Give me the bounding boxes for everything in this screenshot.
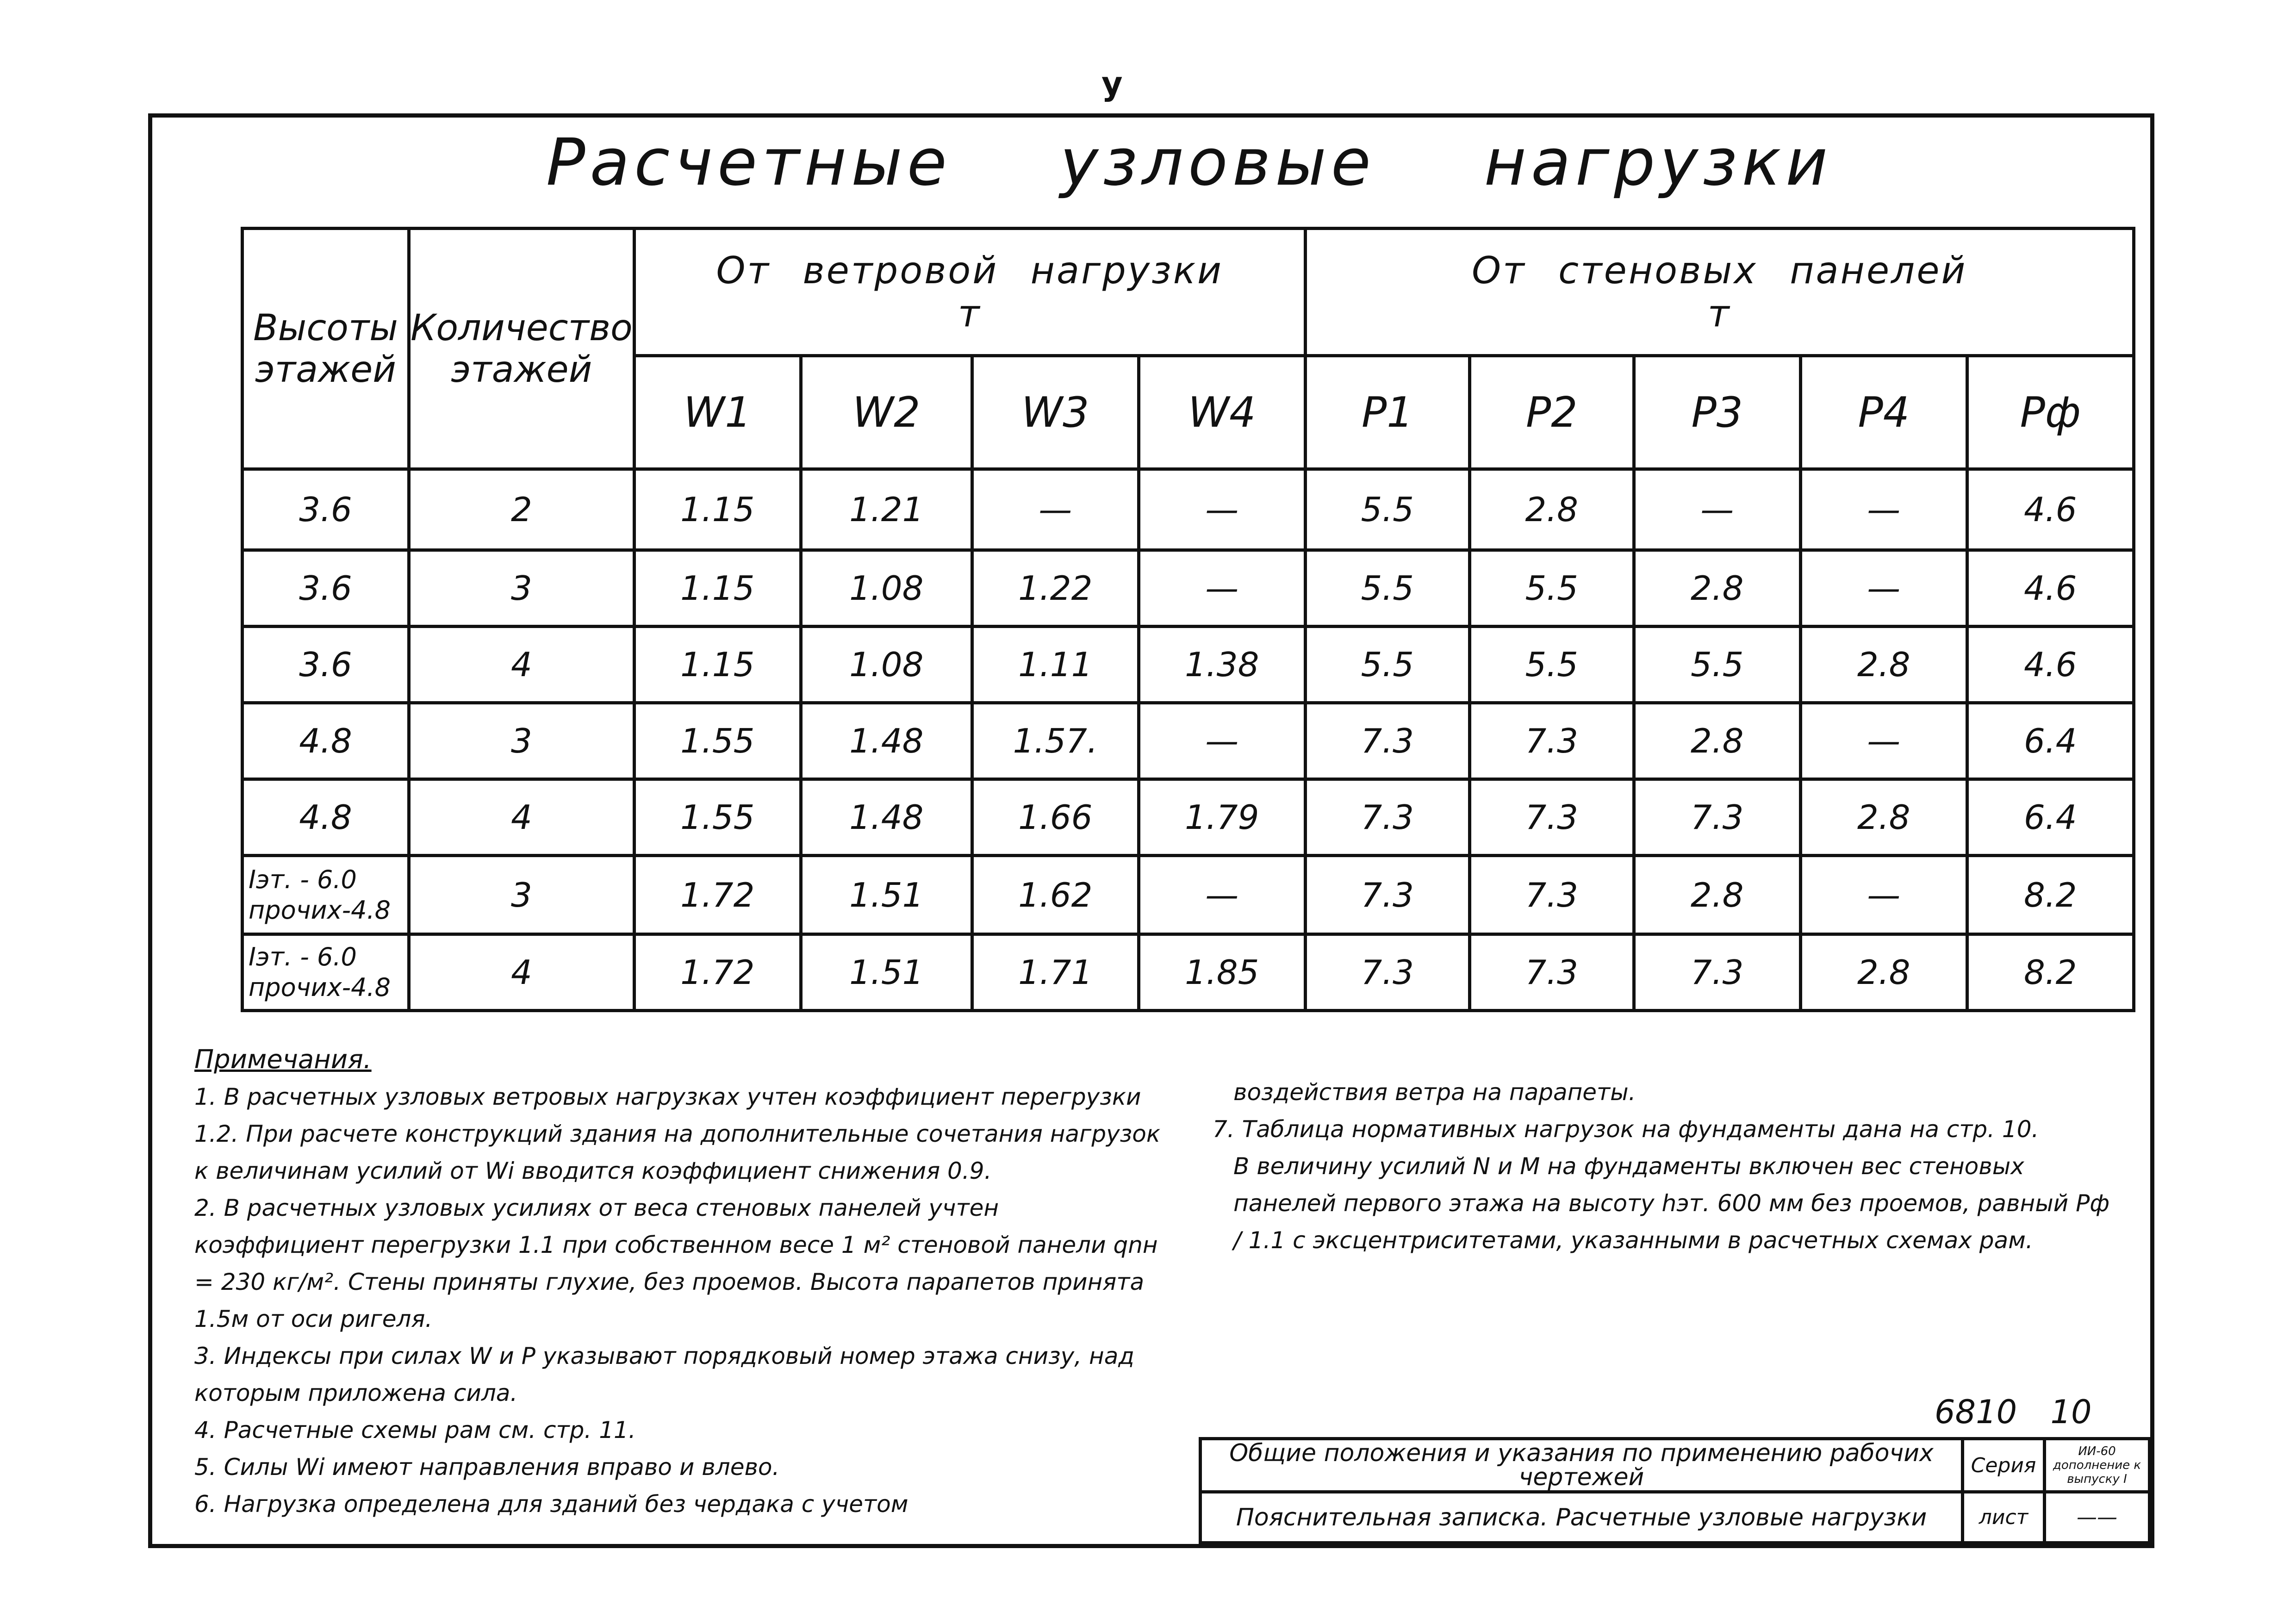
cell-count: 3 [409, 703, 635, 779]
cell-p1: 5.5 [1305, 627, 1469, 703]
cell-pf: 4.6 [1967, 469, 2134, 550]
cell-pf: 8.2 [1967, 934, 2134, 1011]
cell-p3: 2.8 [1634, 550, 1800, 627]
stamp-sheet-label: лист [1963, 1492, 2045, 1543]
stamp-sheet-value: —— [2045, 1492, 2150, 1543]
page-mark: у [1101, 65, 1123, 103]
note-4: 4. Расчетные схемы рам см. стр. 11. [194, 1417, 636, 1444]
col-p3: P3 [1634, 356, 1800, 469]
header-count: Количество этажей [409, 229, 635, 469]
cell-p2: 7.3 [1469, 856, 1634, 934]
header-panels-group [1305, 229, 2134, 356]
page-title: Расчетные узловые нагрузки [546, 125, 1832, 200]
cell-pf: 4.6 [1967, 550, 2134, 627]
cell-w2: 1.21 [801, 469, 972, 550]
cell-pf: 6.4 [1967, 703, 2134, 779]
cell-p3: — [1634, 469, 1800, 550]
title-block [1199, 1437, 2151, 1544]
note-7-detail: В величину усилий N и M на фундаменты включен вес стеновых панелей первого этажа на высоту hэт. 600 мм без проемов, равный Pф / 1.1 с эксцентриситетами, указанными в расчетных схемах рам. [1233, 1153, 2109, 1254]
cell-w3: 1.66 [972, 779, 1139, 856]
col-w3: W3 [972, 356, 1139, 469]
cell-p1: 5.5 [1305, 550, 1469, 627]
cell-w4: 1.79 [1139, 779, 1305, 856]
table-row [243, 779, 2134, 856]
cell-p1: 7.3 [1305, 934, 1469, 1011]
notes-heading: Примечания. [194, 1045, 372, 1075]
notes-left [194, 1041, 1171, 1523]
note-6-continued: воздействия ветра на парапеты. [1233, 1079, 1636, 1106]
header-panels-label: От стеновых панелей [1472, 249, 1967, 292]
cell-p3: 2.8 [1634, 856, 1800, 934]
cell-count: 2 [409, 469, 635, 550]
col-p1: P1 [1305, 356, 1469, 469]
cell-p3: 2.8 [1634, 703, 1800, 779]
cell-w4: — [1139, 550, 1305, 627]
cell-p4: — [1800, 469, 1967, 550]
cell-count: 3 [409, 550, 635, 627]
cell-count: 3 [409, 856, 635, 934]
cell-w2: 1.48 [801, 703, 972, 779]
cell-w3: — [972, 469, 1139, 550]
cell-pf: 8.2 [1967, 856, 2134, 934]
note-1: 1. В расчетных узловых ветровых нагрузках учтен коэффициент перегрузки 1.2. При расчете конструкций здания на дополнительные сочетания нагрузок к величинам усилий от Wi вводится коэффициент снижения 0.9. [194, 1083, 1161, 1184]
header-panels-unit: т [1707, 292, 1731, 335]
cell-height: 3.6 [243, 627, 409, 703]
stamp-general-text: Общие положения и указания по применению рабочих чертежей [1201, 1439, 1963, 1492]
note-6: 6. Нагрузка определена для зданий без чердака с учетом [194, 1491, 908, 1518]
cell-p2: 2.8 [1469, 469, 1634, 550]
cell-p1: 7.3 [1305, 856, 1469, 934]
stamp-code: 6810 [1935, 1393, 2017, 1431]
cell-pf: 6.4 [1967, 779, 2134, 856]
cell-p4: 2.8 [1800, 779, 1967, 856]
cell-p4: — [1800, 550, 1967, 627]
cell-w4: 1.38 [1139, 627, 1305, 703]
cell-w1: 1.72 [634, 934, 801, 1011]
cell-count: 4 [409, 627, 635, 703]
note-2: 2. В расчетных узловых усилиях от веса стеновых панелей учтен коэффициент перегрузки 1.1 при собственном весе 1 м² стеновой панели qnн = 230 кг/м². Стены приняты глухие, без проемов. Высота парапетов принята 1.5м от оси ригеля. [194, 1195, 1158, 1332]
cell-height: 4.8 [243, 779, 409, 856]
table-row [243, 627, 2134, 703]
stamp-series-label: Серия [1963, 1439, 2045, 1492]
col-pf: Pф [1967, 356, 2134, 469]
cell-pf: 4.6 [1967, 627, 2134, 703]
cell-p4: 2.8 [1800, 627, 1967, 703]
cell-p3: 7.3 [1634, 934, 1800, 1011]
cell-w4: 1.85 [1139, 934, 1305, 1011]
cell-w4: — [1139, 469, 1305, 550]
sheet-number [1935, 1393, 2092, 1431]
note-7: 7. Таблица нормативных нагрузок на фундаменты дана на стр. 10. [1213, 1116, 2039, 1143]
table-row [243, 469, 2134, 550]
cell-w3: 1.71 [972, 934, 1139, 1011]
cell-height: 3.6 [243, 550, 409, 627]
cell-p3: 5.5 [1634, 627, 1800, 703]
col-p4: P4 [1800, 356, 1967, 469]
cell-p2: 5.5 [1469, 550, 1634, 627]
cell-height: Iэт. - 6.0 прочих-4.8 [243, 934, 409, 1011]
cell-p1: 7.3 [1305, 779, 1469, 856]
note-5: 5. Силы Wi имеют направления вправо и влево. [194, 1454, 780, 1481]
cell-w2: 1.48 [801, 779, 972, 856]
stamp-series-value: ИИ-60 дополнение к выпуску I [2045, 1439, 2150, 1492]
cell-w3: 1.62 [972, 856, 1139, 934]
col-p2: P2 [1469, 356, 1634, 469]
cell-p2: 7.3 [1469, 703, 1634, 779]
cell-p4: 2.8 [1800, 934, 1967, 1011]
cell-w3: 1.57. [972, 703, 1139, 779]
cell-w3: 1.11 [972, 627, 1139, 703]
cell-w1: 1.15 [634, 627, 801, 703]
col-w1: W1 [634, 356, 801, 469]
cell-p2: 5.5 [1469, 627, 1634, 703]
cell-w1: 1.55 [634, 703, 801, 779]
cell-w2: 1.51 [801, 856, 972, 934]
cell-p1: 7.3 [1305, 703, 1469, 779]
header-wind-unit: т [958, 292, 982, 335]
cell-height: 3.6 [243, 469, 409, 550]
cell-w2: 1.51 [801, 934, 972, 1011]
loads-table [241, 227, 2135, 1012]
cell-height: Iэт. - 6.0 прочих-4.8 [243, 856, 409, 934]
cell-w1: 1.15 [634, 550, 801, 627]
cell-p3: 7.3 [1634, 779, 1800, 856]
cell-w2: 1.08 [801, 550, 972, 627]
cell-w2: 1.08 [801, 627, 972, 703]
cell-w4: — [1139, 856, 1305, 934]
header-heights: Высоты этажей [243, 229, 409, 469]
stamp-sheet-title: Пояснительная записка. Расчетные узловые нагрузки [1201, 1492, 1963, 1543]
cell-w1: 1.15 [634, 469, 801, 550]
table-row [243, 550, 2134, 627]
table-row [243, 934, 2134, 1011]
header-wind-group [634, 229, 1305, 356]
cell-p4: — [1800, 856, 1967, 934]
cell-w4: — [1139, 703, 1305, 779]
cell-p2: 7.3 [1469, 779, 1634, 856]
table-row [243, 856, 2134, 934]
cell-p1: 5.5 [1305, 469, 1469, 550]
notes-right [1213, 1074, 2120, 1259]
cell-w3: 1.22 [972, 550, 1139, 627]
cell-p4: — [1800, 703, 1967, 779]
col-w4: W4 [1139, 356, 1305, 469]
col-w2: W2 [801, 356, 972, 469]
cell-w1: 1.55 [634, 779, 801, 856]
cell-p2: 7.3 [1469, 934, 1634, 1011]
stamp-page: 10 [2050, 1393, 2092, 1431]
cell-count: 4 [409, 934, 635, 1011]
table-row [243, 703, 2134, 779]
cell-w1: 1.72 [634, 856, 801, 934]
note-3: 3. Индексы при силах W и P указывают порядковый номер этажа снизу, над которым приложена сила. [194, 1343, 1134, 1406]
cell-count: 4 [409, 779, 635, 856]
header-wind-label: От ветровой нагрузки [716, 249, 1223, 292]
cell-height: 4.8 [243, 703, 409, 779]
